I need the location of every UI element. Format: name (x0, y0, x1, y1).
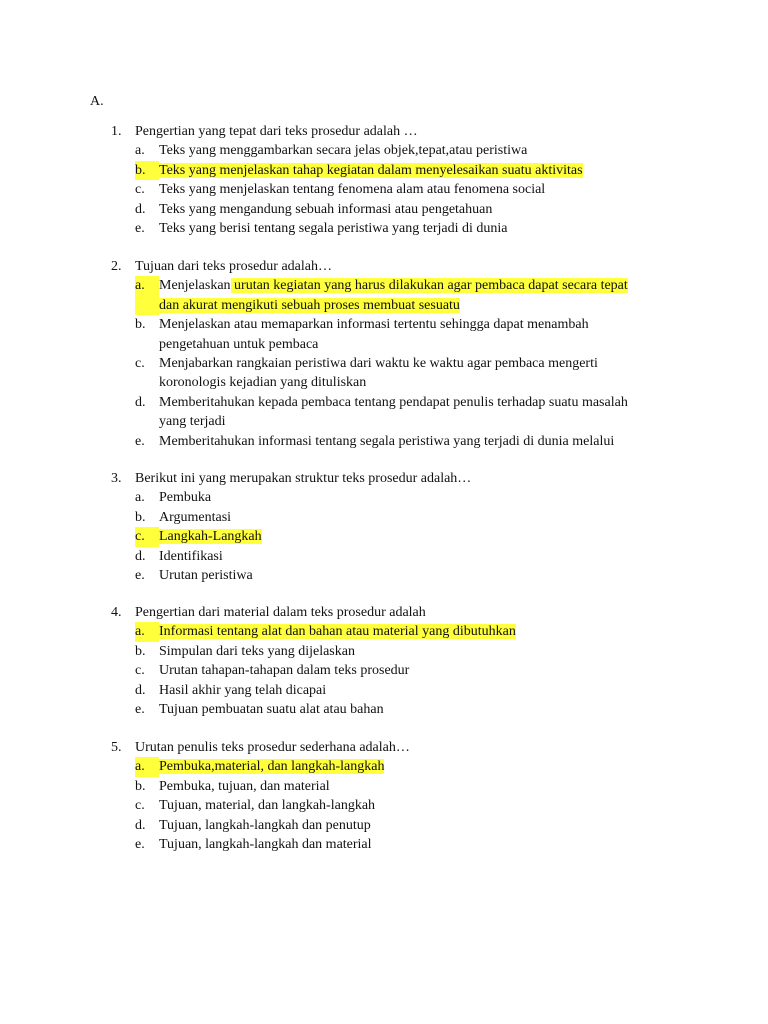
question-number: 2. (111, 259, 122, 274)
option-e (135, 432, 671, 451)
option-a-correct (135, 276, 671, 315)
highlighted-answer-line2: dan akurat mengikuti sebuah proses membuat sesuatu (159, 297, 460, 313)
option-c (135, 354, 671, 393)
option-text: Teks yang berisi tentang segala peristiwa yang terjadi di dunia (159, 221, 508, 237)
question-text: Pengertian dari material dalam teks prosedur adalah (135, 605, 426, 620)
option-b (135, 508, 671, 527)
option-letter: b. (135, 643, 146, 659)
question-number: 3. (111, 471, 122, 486)
option-text-line2: yang terjadi (159, 414, 226, 430)
question-text: Tujuan dari teks prosedur adalah… (135, 259, 332, 274)
option-text: Simpulan dari teks yang dijelaskan (159, 643, 355, 659)
option-letter: c. (135, 527, 159, 546)
option-text: Memberitahukan kepada pembaca tentang pendapat penulis terhadap suatu masalah (159, 394, 628, 410)
option-d (135, 816, 671, 835)
question-text: Berikut ini yang merupakan struktur teks prosedur adalah… (135, 471, 472, 486)
option-letter: a. (135, 757, 159, 776)
option-d (135, 200, 671, 219)
option-letter: b. (135, 509, 146, 525)
option-c (135, 661, 671, 680)
option-letter: c. (135, 356, 145, 372)
question-4 (111, 603, 671, 719)
option-letter: d. (135, 394, 146, 410)
option-text: Menjabarkan rangkaian peristiwa dari waktu ke waktu agar pembaca mengerti (159, 356, 598, 372)
option-d (135, 681, 671, 700)
option-letter: b. (135, 778, 146, 794)
option-d (135, 547, 671, 566)
option-letter: e. (135, 837, 145, 853)
option-text: Menjelaskan atau memaparkan informasi tertentu sehingga dapat menambah (159, 317, 589, 333)
question-text: Urutan penulis teks prosedur sederhana adalah… (135, 740, 410, 755)
option-letter: a. (135, 276, 159, 315)
option-a-correct (135, 622, 671, 641)
option-text: Urutan tahapan-tahapan dalam teks prosedur (159, 663, 410, 679)
option-letter: d. (135, 201, 146, 217)
option-b (135, 315, 671, 354)
option-a (135, 141, 671, 160)
highlighted-answer: Pembuka,material, dan langkah-langkah (159, 759, 385, 775)
option-letter: e. (135, 433, 145, 449)
option-text: Tujuan pembuatan suatu alat atau bahan (159, 702, 384, 718)
option-b (135, 777, 671, 796)
option-b (135, 642, 671, 661)
option-a-correct (135, 757, 671, 776)
option-e (135, 219, 671, 238)
question-text: Pengertian yang tepat dari teks prosedur adalah … (135, 124, 418, 139)
option-text: Memberitahukan informasi tentang segala peristiwa yang terjadi di dunia melalui (159, 433, 615, 449)
option-c-correct (135, 527, 671, 546)
option-letter: e. (135, 568, 145, 584)
option-letter: b. (135, 161, 159, 180)
option-letter: c. (135, 182, 145, 198)
question-2 (111, 257, 671, 451)
question-number: 5. (111, 740, 122, 755)
option-text-line2: pengetahuan untuk pembaca (159, 336, 319, 352)
question-1 (111, 122, 671, 238)
option-b-correct (135, 161, 671, 180)
highlighted-answer: urutan kegiatan yang harus dilakukan agar pembaca dapat secara tepat (230, 278, 628, 294)
option-letter: d. (135, 548, 146, 564)
option-letter: a. (135, 143, 145, 159)
option-letter: b. (135, 317, 146, 333)
option-letter: d. (135, 817, 146, 833)
option-letter: c. (135, 798, 145, 814)
highlighted-answer: Langkah-Langkah (159, 529, 262, 545)
option-c (135, 180, 671, 199)
option-text: Tujuan, langkah-langkah dan material (159, 837, 372, 853)
option-text: Teks yang menggambarkan secara jelas objek,tepat,atau peristiwa (159, 143, 528, 159)
question-5 (111, 738, 671, 854)
question-number: 4. (111, 605, 122, 620)
option-letter: a. (135, 622, 159, 641)
option-letter: a. (135, 490, 145, 506)
option-text: Hasil akhir yang telah dicapai (159, 682, 327, 698)
question-3 (111, 469, 671, 585)
option-text: Tujuan, material, dan langkah-langkah (159, 798, 376, 814)
option-d (135, 393, 671, 432)
option-e (135, 835, 671, 854)
option-c (135, 796, 671, 815)
option-text: Argumentasi (159, 509, 232, 525)
option-letter: d. (135, 682, 146, 698)
option-text: Tujuan, langkah-langkah dan penutup (159, 817, 371, 833)
option-text-line2: koronologis kejadian yang dituliskan (159, 375, 367, 391)
option-text: Teks yang menjelaskan tentang fenomena alam atau fenomena social (159, 182, 546, 198)
option-letter: e. (135, 702, 145, 718)
option-letter: c. (135, 663, 145, 679)
option-text: Urutan peristiwa (159, 568, 253, 584)
option-text: Identifikasi (159, 548, 223, 564)
option-letter: e. (135, 221, 145, 237)
option-e (135, 566, 671, 585)
option-text-plain: Menjelaskan (159, 278, 231, 294)
option-a (135, 488, 671, 507)
highlighted-answer: Teks yang menjelaskan tahap kegiatan dalam menyelesaikan suatu aktivitas (159, 162, 583, 178)
question-number: 1. (111, 124, 122, 139)
option-text: Pembuka (159, 490, 212, 506)
section-label: A. (90, 94, 104, 109)
highlighted-answer: Informasi tentang alat dan bahan atau material yang dibutuhkan (159, 624, 516, 640)
option-text: Pembuka, tujuan, dan material (159, 778, 330, 794)
option-text: Teks yang mengandung sebuah informasi atau pengetahuan (159, 201, 493, 217)
option-e (135, 700, 671, 719)
